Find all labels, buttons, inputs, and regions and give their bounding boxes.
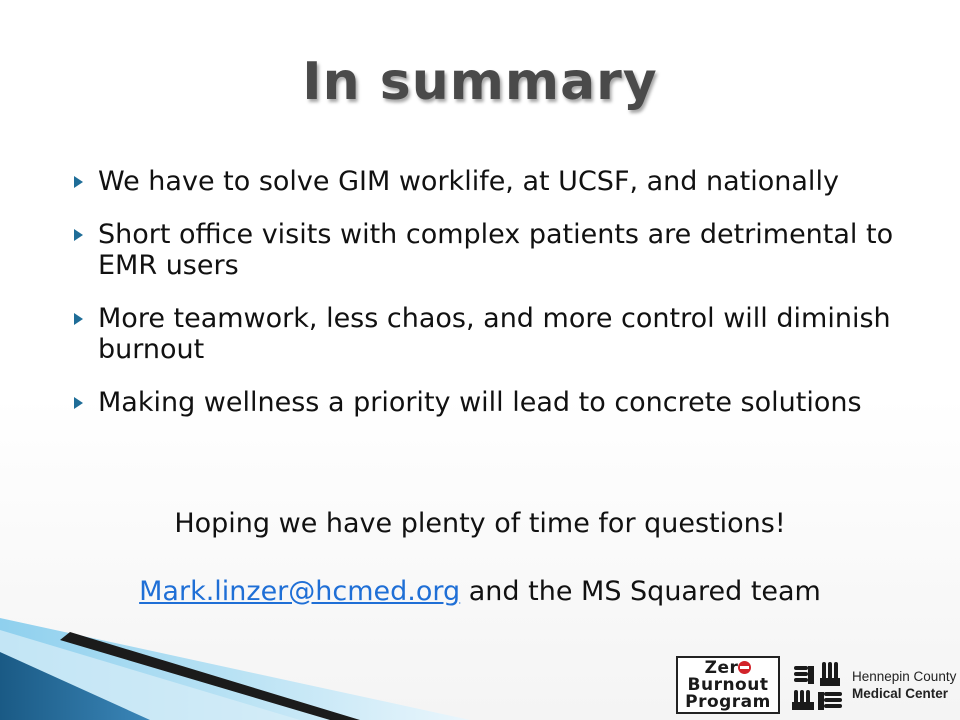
- triangle-right-icon: [74, 229, 83, 241]
- zero-burnout-logo-line2: Burnout: [687, 675, 769, 695]
- hennepin-logo-text: [852, 668, 958, 702]
- bullet-list: [72, 166, 932, 440]
- slide-title: In summary: [302, 52, 658, 112]
- zero-burnout-logo-line1: Zer: [678, 660, 778, 677]
- closing-line: Hoping we have plenty of time for questions!: [174, 508, 786, 539]
- triangle-right-icon: [74, 176, 83, 188]
- hennepin-line1: Hennepin County: [852, 669, 957, 684]
- bullet-item: [72, 387, 932, 418]
- email-link[interactable]: Mark.linzer@hcmed.org: [139, 576, 461, 607]
- bullet-text: More teamwork, less chaos, and more control will diminish burnout: [98, 303, 891, 365]
- contact-suffix: and the MS Squared team: [460, 576, 821, 607]
- decorative-swoosh: [0, 560, 560, 720]
- hands-icon: [792, 662, 846, 712]
- bullet-text: Making wellness a priority will lead to concrete solutions: [98, 387, 862, 418]
- triangle-right-icon: [74, 397, 83, 409]
- bullet-text: Short office visits with complex patients are detrimental to EMR users: [98, 219, 894, 281]
- zero-burnout-logo: [676, 656, 780, 714]
- hennepin-line2: Medical Center: [852, 686, 949, 701]
- bullet-text: We have to solve GIM worklife, at UCSF, and nationally: [98, 166, 839, 197]
- bullet-item: [72, 303, 932, 365]
- bullet-item: [72, 219, 932, 281]
- zero-burnout-logo-line3: Program: [685, 692, 771, 712]
- triangle-right-icon: [74, 313, 83, 325]
- no-symbol-icon: [738, 661, 751, 674]
- bullet-item: [72, 166, 932, 197]
